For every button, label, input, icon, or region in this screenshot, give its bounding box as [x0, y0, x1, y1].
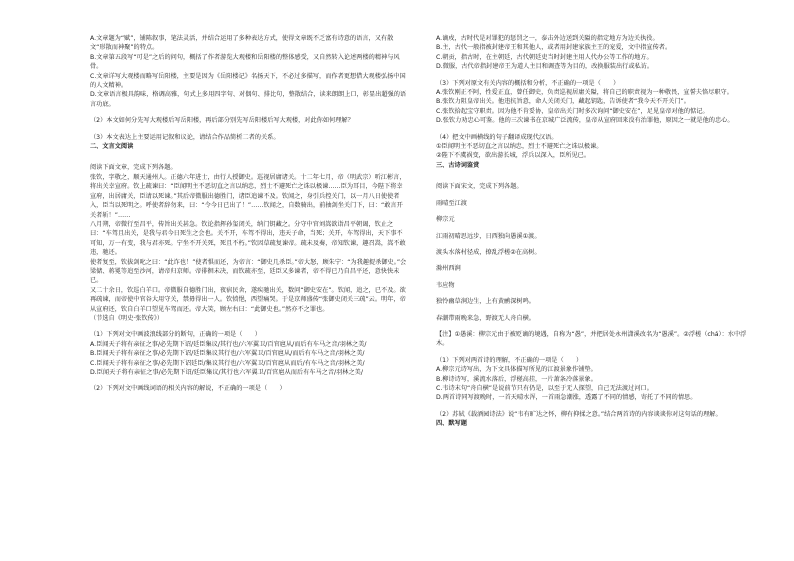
- poetry-option-b: B.柳诗诗写，溪流水落后，浮槎高挂，一片萧条冷落景象。: [436, 375, 597, 383]
- translation-sentence-1: ①臣闻明主不恶切直之言以纳忠，烈士不避死亡之诛以极谏。: [436, 143, 603, 151]
- poem-2-author: 韦应物: [436, 281, 455, 289]
- summary-option-a: A.张钦刚正不阿，性爱正直，曾任御史，负责巡视居庸关隘，将自己的职责视为一种敬畏，宣誓夫恪尽职守。: [436, 89, 733, 97]
- classical-question-1: （1）下列对文中画波浪线部分的断句，正确的一项是（ ）: [90, 331, 261, 339]
- poetry-question-2: （2）苏轼《载酒园诗法》说“韦有旷达之怀，柳有抑揉之意。”结合两首诗的内容谈谈你对这句话的理解。: [436, 410, 722, 418]
- option-d-literature: D.文章语言极具韵味，格调高雅，句式上多用四字句、对偶句、排比句，整散结合，读来朗朗上口，彰显出超强的语言功底。: [90, 91, 407, 108]
- classical-intro: 阅读下面文章，完成下列各题。: [90, 164, 177, 172]
- classical-paragraph-1: 张钦，字敬之，顺天通州人。正德六年进士，由行人授御史。巡视居庸诸关。十二年七月，帝（明武宗）听江彬言，将出关幸宣府。钦上疏谏曰：“臣闻明主不恶切直之言以纳忠，烈士不避死亡之诛以极谏……臣为耳目，今陛下将幸宣府，出居庸关，臣请以死谏。”其后帝微服出德胜门，诸臣追谏不及。钦闻之，身引兵控关门，以一月八日使使者入，臣当以死明之。呼使者辞勿来，曰：“令今日已出了！”……钦闻之，自数骑出，前抽剑坐关门下，曰：“敢言开关者斩！”……: [90, 173, 406, 219]
- question-3-literature: （3）本文表达上主要运用记叙和议论，请结合作品简析二者的关系。: [90, 133, 280, 141]
- summary-option-c: C.张钦拾起宝守职责。因为他不肯妥协，皇帝出关门时多次询问“御史安在”，足见皇帝对他的惦记。: [436, 107, 709, 115]
- punctuation-option-d: D.臣闻天子将有亲征之事/必先期下诏/廷臣集议/其行也六军翼卫/百官扈从而后有车马之音/羽林之美/: [90, 369, 363, 376]
- option-b-literature: B.文章第五段写“可是”之后的问句，概括了作者游览大观楼和岳阳楼的整体感受，又自然转入论述两楼的精神与风骨。: [90, 53, 400, 71]
- poem-2-title: 滁州西涧: [436, 265, 461, 273]
- left-column: [90, 34, 408, 394]
- punctuation-option-b: B.臣闻天子将有亲征之事/必先期下诏/廷臣集议其行也/六军翼卫/百官扈从/而后有车马之音/羽林之美/: [90, 350, 365, 358]
- poetry-option-d: D.两首诗同写渡晚时，一首天晴水浑，一首雨急潮涨，透露了不同的情感，寄托了不同的情思。: [436, 394, 697, 402]
- poem-1-line-1: 江雨初晴思远步，日西独向愚溪①渡。: [436, 232, 541, 240]
- term-option-d: D.微服，古代帝指封建帝王为道人主目和调查等为目的，改换服装出行或私访。: [436, 63, 654, 71]
- classical-question-3: （3）下列对原文有关内容的概括和分析，不正确的一项是（ ）: [436, 79, 620, 87]
- classical-question-2: （2）下列对文中画线词语的相关内容的解说，不正确的一项是（ ）: [90, 385, 286, 393]
- classical-paragraph-3: 使者复至，钦拔剑叱之曰：“此诈也！”使者惧而还，为帝言：“御史几杀臣。”帝大怒，顾朱宁：“为我趣捉杀御史。”会梁储、蒋冕等追至沙河，请帝归京师。帝徘徊未决，而钦疏亦至，廷臣又多谏者，帝不得已乃自昌平还，意快快未已。: [90, 258, 407, 285]
- punctuation-option-c: C.臣闻天子将有亲征之事/必先期下诏廷臣/集议其行也/六军翼卫/百官扈从而后/有车马之音/羽林之美/: [90, 359, 365, 367]
- poem-2-line-1: 独怜幽草涧边生，上有黄鹂深树鸣。: [436, 298, 535, 306]
- term-option-b: B.主，古代一般指被封建帝王和其他人，或者用封建家族主王的宠爱，文中指宣传者。: [436, 44, 672, 52]
- poem-2-line-2: 春潮带雨晚来急，野渡无人舟自横。: [436, 314, 535, 322]
- poetry-option-a: A.柳宗元诗写出，为下文具体描写所见的江渡景象作铺垫。: [436, 366, 597, 374]
- classical-paragraph-4: 又二十余日，钦巡白羊口。帝微服自德胜门出，夜宿民舍，遂疾驰出关，数问“御史安在”。钦闻，追之，已不及。欲再疏谏，而帝使中官谷大用守关，禁毋得出一人。钦愤悒，西望痛哭。于是京师盛传“张御史闭关三疏”云。明年，帝从宣府还，钦自白羊口望见车驾而还。帝大笑，顾左右曰：“此御史也。”然亦不之罪也。: [90, 286, 406, 313]
- option-c-literature: C.文章详写大观楼而略写岳阳楼，主要是因为《岳阳楼记》名扬天下，不必过多描写，而作者更想借大观楼弘扬中国的人文精神。: [90, 72, 406, 90]
- section-3-heading: 三、古诗词鉴赏: [436, 161, 480, 169]
- punctuation-option-a: A.臣闻天子将有亲征之事/必先期下诏/廷臣集议/其行也/六军翼卫/百官扈从/而后有车马之音/羽林之美/: [90, 340, 367, 348]
- classical-source: （节选自《明史·张钦传》）: [90, 314, 164, 322]
- section-4-heading: 四、默写题: [436, 420, 467, 428]
- right-column: [436, 34, 754, 429]
- poem-1-title: 雨晴至江渡: [436, 199, 467, 207]
- poetry-question-1: （1）下列对两首诗的理解，不正确的一项是（ ）: [436, 356, 583, 364]
- term-option-a: A.谪戍，古时代是对罪犯的惩罚之一，泰击外边送到关隘的指定地方为边关执役。: [436, 35, 659, 42]
- summary-option-d: D.张钦力劝忠心可鉴。他的三次谏书在京城广泛流传，皇帝从宣府回来没有治罪他，原因之一就是他的忠心。: [436, 117, 734, 125]
- poem-1-author: 柳宗元: [436, 216, 455, 224]
- question-2-literature: （2）本文如何分先写大观楼后写岳阳楼，再后部分别先写岳阳楼后写大观楼，对此你如何理解？: [90, 117, 354, 125]
- summary-option-b: B.张钦力阻皇帝出关。他违抗旨意，命人关闭关门，藏起钥匙，告诉使者“我今天不开关门”。: [436, 98, 690, 106]
- term-option-c: C.朝贡，指古时，在主朝廷，古代朝廷吏当时封建主用人代办公等工作的地方。: [436, 53, 653, 61]
- classical-question-4: （4）把文中画横线的句子翻译成现代汉语。: [436, 133, 558, 141]
- poetry-intro: 阅读下面宋文，完成下列各题。: [436, 183, 523, 191]
- classical-paragraph-2: 八月朔，帝微行至昌平，传旨出关甚急。钦论指挥孙玺闭关，纳门钥藏之。分守中官刘嵩欲诣昌平朝谒，钦止之曰：“车驾且出关，是我与君今日死生之会也。关不开，车驾不得出，违天子命，当死；关开，车驾得出，天下事不可知，万一有变，我与君亦死。宁坐不开关死，死且不朽。”钦因草疏复谏帝。疏未及奏，帝知钦谏，趣召嵩，嵩不敢违，驰还。: [90, 220, 406, 257]
- poetry-option-c: C.韦诗末句“舟自横”是说前节只有仍是，以至于无人探望，自己无法渡过河口。: [436, 384, 653, 392]
- section-2-heading: 二、文言文阅读: [90, 143, 134, 151]
- option-a-literature: A.文章题为“赋”，铺陈叙事，笔法灵活，并结合运用了多种表达方式，使得文章既不乏富有诗意的语言，又有散文“形散而神聚”的特点。: [90, 35, 394, 52]
- translation-sentence-2: ②陛下不虞祸变，欲出游长城，浮兵以深入，臣所见已。: [436, 152, 591, 160]
- poem-1-line-2: 渡头水落村径成，撩乱浮槎②在高树。: [436, 248, 541, 256]
- poem-notes: 【注】①愚溪：柳宗元由于被贬谪的境遇，自称为“愚”，并把居处永州潇溪改名为“愚溪”。②浮槎（chá）：水中浮木。: [436, 330, 747, 348]
